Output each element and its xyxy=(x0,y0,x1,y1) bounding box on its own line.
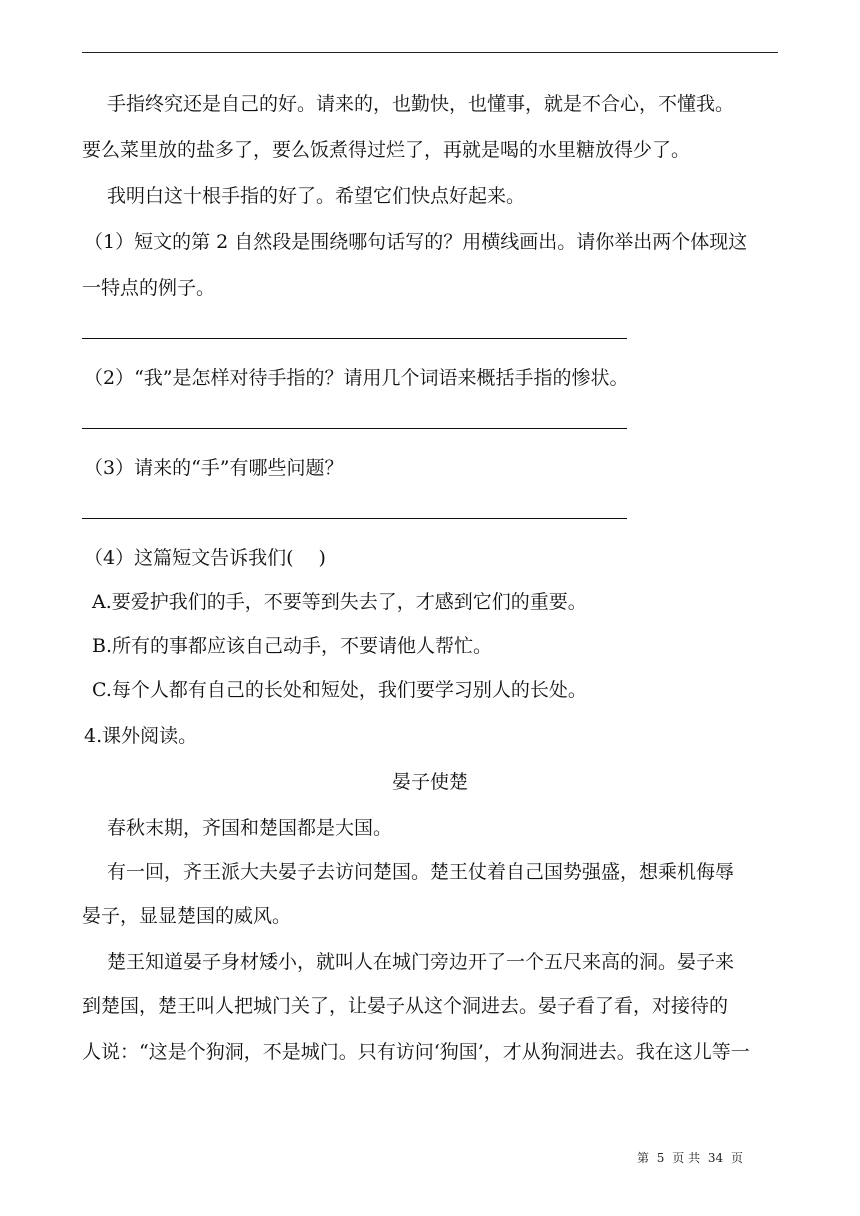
story-line: 楚王知道晏子身材矮小，就叫人在城门旁边开了一个五尺来高的洞。晏子来 xyxy=(107,951,735,973)
question-1: （1）短文的第 2 自然段是围绕哪句话写的？用横线画出。请你举出两个体现这 xyxy=(84,231,748,253)
answer-blank-1[interactable] xyxy=(82,338,627,339)
story-line: 春秋末期，齐国和楚国都是大国。 xyxy=(107,817,393,839)
header-rule xyxy=(82,52,778,53)
story-line: 到楚国，楚王叫人把城门关了，让晏子从这个洞进去。晏子看了看，对接待的 xyxy=(82,995,729,1017)
option-a: A.要爱护我们的手，不要等到失去了，才感到它们的重要。 xyxy=(92,591,587,613)
story-line: 人说：“这是个狗洞，不是城门。只有访问‘狗国’，才从狗洞进去。我在这儿等一 xyxy=(82,1041,750,1063)
total-page-number: 34 xyxy=(707,1151,724,1165)
story-title: 晏子使楚 xyxy=(391,771,468,793)
question-4: （4）这篇短文告诉我们( ) xyxy=(84,547,326,569)
question-1-cont: 一特点的例子。 xyxy=(82,277,216,299)
option-b: B.所有的事都应该自己动手，不要请他人帮忙。 xyxy=(92,635,493,657)
footer-label: 第 xyxy=(636,1151,649,1165)
question-3: （3）请来的“手”有哪些问题？ xyxy=(84,457,344,479)
story-line: 有一回，齐王派大夫晏子去访问楚国。楚王仗着自己国势强盛，想乘机侮辱 xyxy=(107,861,735,883)
paragraph-line: 要么菜里放的盐多了，要么饭煮得过烂了，再就是喝的水里糖放得少了。 xyxy=(82,139,691,161)
option-c: C.每个人都有自己的长处和短处，我们要学习别人的长处。 xyxy=(92,679,587,701)
current-page-number: 5 xyxy=(656,1151,665,1165)
paragraph-line: 我明白这十根手指的好了。希望它们快点好起来。 xyxy=(107,185,526,207)
story-line: 晏子，显显楚国的威风。 xyxy=(82,905,292,927)
answer-blank-2[interactable] xyxy=(82,428,627,429)
page-footer xyxy=(600,1150,780,1166)
answer-blank-3[interactable] xyxy=(82,518,627,519)
question-2: （2）“我”是怎样对待手指的？请用几个词语来概括手指的惨状。 xyxy=(84,367,629,389)
footer-label: 页 xyxy=(731,1151,744,1165)
section-heading: 4.课外阅读。 xyxy=(84,725,198,747)
footer-label: 页 共 xyxy=(672,1151,701,1165)
paragraph-line: 手指终究还是自己的好。请来的，也勤快，也懂事，就是不合心，不懂我。 xyxy=(107,93,735,115)
